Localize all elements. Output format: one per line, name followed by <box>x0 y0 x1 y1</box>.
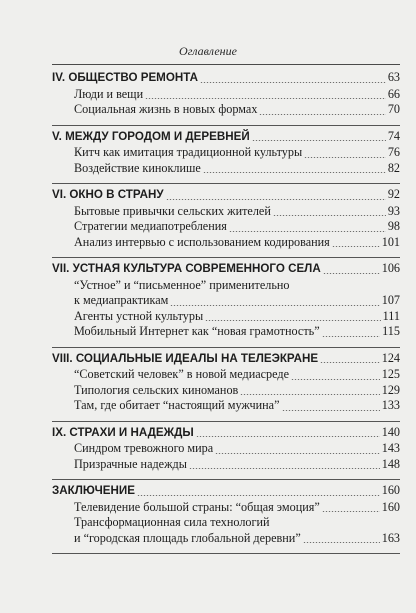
dot-leader <box>303 542 380 543</box>
toc-section <box>52 258 400 348</box>
page-number: 63 <box>387 70 400 84</box>
dot-leader <box>215 453 380 454</box>
page-number: 92 <box>387 187 400 201</box>
page-number: 143 <box>381 441 400 455</box>
toc-chapter[interactable] <box>52 261 400 277</box>
toc-entry[interactable] <box>52 219 400 235</box>
page-number: 140 <box>381 424 400 439</box>
dot-leader <box>273 215 386 216</box>
page-number: 106 <box>381 261 400 275</box>
toc-section <box>52 184 400 258</box>
toc-chapter-title: V. МЕЖДУ ГОРОДОМ И ДЕРЕВНЕЙ <box>52 129 250 143</box>
toc-entry[interactable] <box>52 383 400 399</box>
toc-entry[interactable] <box>52 87 400 103</box>
toc-entry[interactable] <box>52 293 400 309</box>
page-number: 160 <box>381 483 400 497</box>
page-number: 76 <box>387 145 400 159</box>
toc-entry-title: Анализ интервью с использованием кодирования <box>74 234 330 249</box>
toc-section <box>52 480 400 554</box>
dot-leader <box>320 362 380 363</box>
toc-entry[interactable] <box>52 145 400 161</box>
toc-entry[interactable] <box>52 235 400 251</box>
page-number: 124 <box>381 350 400 365</box>
dot-leader <box>189 468 380 469</box>
dot-leader <box>196 436 380 437</box>
toc-entry[interactable] <box>52 441 400 457</box>
dot-leader <box>170 305 379 306</box>
toc-entry[interactable] <box>52 531 400 547</box>
toc-section <box>52 126 400 185</box>
toc-entry-title: к медиапрактикам <box>74 293 169 307</box>
toc-chapter[interactable] <box>52 187 400 203</box>
toc-chapter[interactable] <box>52 351 400 367</box>
page-number: 133 <box>381 398 400 412</box>
toc-entry[interactable] <box>52 161 400 177</box>
toc-entry[interactable] <box>52 367 400 383</box>
dot-leader <box>323 273 380 274</box>
dot-leader <box>259 114 385 115</box>
toc-entry[interactable] <box>52 457 400 473</box>
toc-entry-title: Телевидение большой страны: “общая эмоция” <box>74 499 320 514</box>
dot-leader <box>166 199 386 200</box>
dot-leader <box>145 98 386 99</box>
toc-chapter-title: IX. СТРАХИ И НАДЕЖДЫ <box>52 425 194 439</box>
page-number: 66 <box>387 86 400 101</box>
page-number: 70 <box>387 102 400 116</box>
toc-entry-title: Люди и вещи <box>74 86 144 101</box>
toc-entry-line: “Устное” и “письменное” применительно <box>74 277 290 292</box>
toc-entry-title: Там, где обитает “настоящий мужчина” <box>74 398 280 412</box>
page-header: Оглавление <box>179 44 237 58</box>
toc-chapter[interactable] <box>52 483 400 499</box>
page-number: 93 <box>387 203 400 218</box>
dot-leader <box>200 82 386 83</box>
page-number: 107 <box>381 293 400 307</box>
toc-entry-title: и “городская площадь глобальной деревни” <box>74 530 301 545</box>
toc-entry-title: Китч как имитация традиционной культуры <box>74 145 303 159</box>
toc-chapter[interactable] <box>52 129 400 145</box>
toc-entry-title: Агенты устной культуры <box>74 308 204 323</box>
toc-section <box>52 67 400 126</box>
page-number: 125 <box>381 367 400 381</box>
dot-leader <box>291 379 380 380</box>
dot-leader <box>252 140 386 141</box>
dot-leader <box>332 246 380 247</box>
table-of-contents <box>52 67 400 554</box>
toc-entry[interactable] <box>52 500 400 516</box>
toc-entry[interactable] <box>52 309 400 325</box>
toc-entry[interactable] <box>52 204 400 220</box>
toc-chapter-title: ЗАКЛЮЧЕНИЕ <box>52 484 135 497</box>
page-number: 82 <box>387 160 400 175</box>
dot-leader <box>203 172 386 173</box>
header-rule <box>52 64 400 65</box>
dot-leader <box>137 495 380 496</box>
toc-entry-title: Воздействие киноклише <box>74 160 201 175</box>
toc-entry-title: Стратегии медиапотребления <box>74 219 227 233</box>
page-number: 101 <box>381 234 400 249</box>
toc-chapter-title: VIII. СОЦИАЛЬНЫЕ ИДЕАЛЫ НА ТЕЛЕЭКРАНЕ <box>52 351 319 365</box>
toc-entry[interactable] <box>52 398 400 414</box>
toc-entry-title: Мобильный Интернет как “новая грамотность” <box>74 324 320 338</box>
dot-leader <box>322 336 381 337</box>
toc-entry-title: “Советский человек” в новой медиасреде <box>74 367 290 381</box>
toc-entry-title: Бытовые привычки сельских жителей <box>74 203 271 218</box>
toc-chapter-title: IV. ОБЩЕСТВО РЕМОНТА <box>52 71 198 84</box>
page-number: 160 <box>381 499 400 514</box>
dot-leader <box>282 410 380 411</box>
toc-entry-line: Трансформационная сила технологий <box>74 515 270 529</box>
page-number: 111 <box>382 308 400 323</box>
page-number: 163 <box>381 530 400 545</box>
dot-leader <box>322 511 380 512</box>
toc-chapter-title: VI. ОКНО В СТРАНУ <box>52 188 164 201</box>
dot-leader <box>240 394 379 395</box>
dot-leader <box>304 157 386 158</box>
page-number: 115 <box>382 324 400 338</box>
page-number: 98 <box>387 219 400 233</box>
dot-leader <box>205 320 380 321</box>
toc-chapter[interactable] <box>52 425 400 441</box>
toc-entry[interactable] <box>52 324 400 340</box>
toc-chapter[interactable] <box>52 70 400 86</box>
toc-section <box>52 422 400 481</box>
dot-leader <box>229 231 386 232</box>
page-number: 74 <box>387 128 400 143</box>
toc-entry-title: Синдром тревожного мира <box>74 441 214 455</box>
toc-entry-title: Социальная жизнь в новых формах <box>74 102 258 116</box>
toc-chapter-title: VII. УСТНАЯ КУЛЬТУРА СОВРЕМЕННОГО СЕЛА <box>52 262 321 275</box>
toc-entry-title: Призрачные надежды <box>74 456 187 471</box>
page-number: 148 <box>381 456 400 471</box>
toc-entry-title: Типология сельских киноманов <box>74 382 239 397</box>
toc-section <box>52 348 400 422</box>
toc-entry[interactable] <box>52 102 400 118</box>
page-number: 129 <box>381 382 400 397</box>
